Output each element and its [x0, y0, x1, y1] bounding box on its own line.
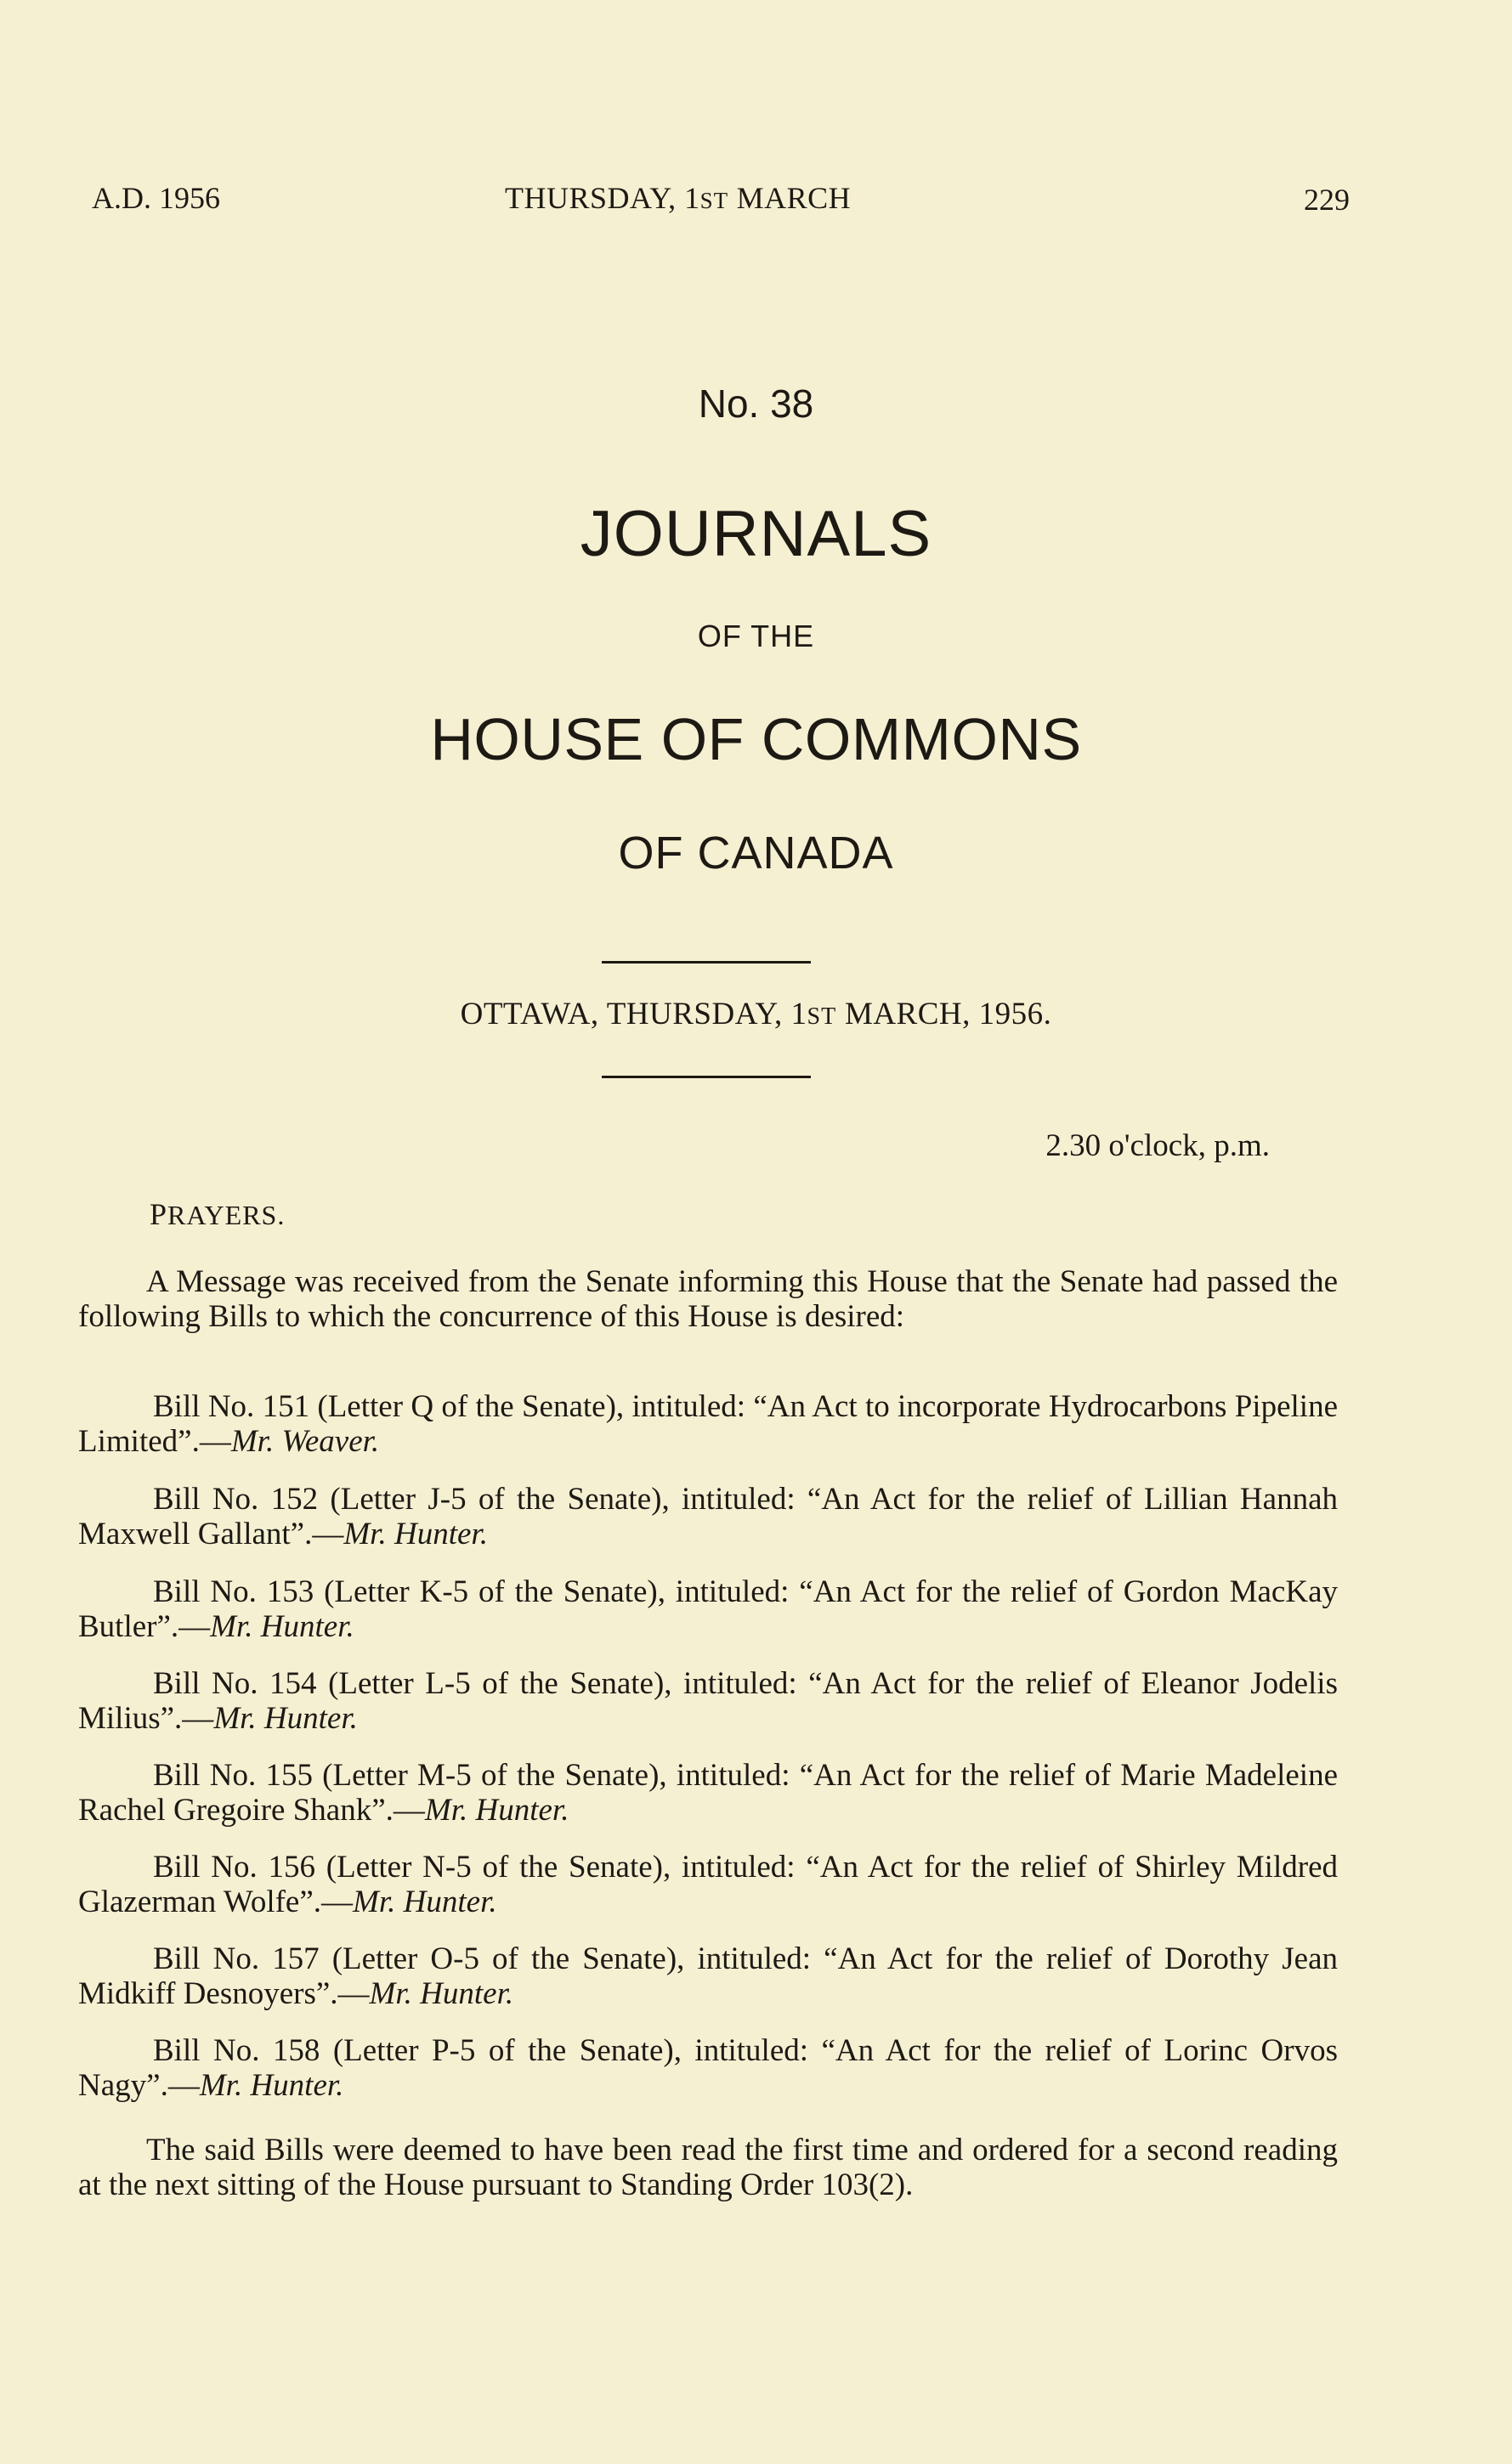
bill-text: Bill No. 154 (Letter L-5 of the Senate), intituled: “An Act for the relief of Eleanor Jodelis Milius”.— — [78, 1666, 1338, 1736]
bill-text: Bill No. 151 (Letter Q of the Senate), intituled: “An Act to incorporate Hydrocarbons Pipeline Limited”.— — [78, 1389, 1338, 1459]
divider-bottom — [602, 1076, 811, 1078]
journal-house: HOUSE OF COMMONS — [430, 706, 1082, 772]
prayers-rest: RAYERS. — [167, 1200, 286, 1230]
bill-entry — [78, 1758, 1338, 1828]
sitting-time: 2.30 o'clock, p.m. — [1045, 1128, 1270, 1163]
prayers-heading — [150, 1196, 285, 1232]
header-day-prefix: THURSDAY, 1 — [505, 181, 700, 215]
bill-entry — [78, 1389, 1338, 1459]
bill-member: Mr. Hunter. — [213, 1701, 358, 1736]
dateline-prefix: OTTAWA, THURSDAY, 1 — [460, 997, 807, 1031]
senate-message: A Message was received from the Senate informing this House that the Senate had passed the following Bills to which the concurrence of this House is desired: — [78, 1264, 1338, 1334]
header-date — [505, 180, 851, 216]
header-month: MARCH — [728, 181, 852, 215]
header-day-suffix: ST — [699, 188, 729, 213]
bill-entry — [78, 1850, 1338, 1919]
closing-paragraph: The said Bills were deemed to have been read the first time and ordered for a second reading at the next sitting of the House pursuant to Standing Order 103(2). — [78, 2133, 1338, 2202]
divider-top — [602, 961, 811, 964]
bill-entry — [78, 2033, 1338, 2103]
bill-entry — [78, 1941, 1338, 2011]
journal-canada: OF CANADA — [618, 828, 894, 879]
header-year: A.D. 1956 — [92, 181, 220, 215]
journal-number: No. 38 — [698, 381, 814, 426]
dateline — [0, 996, 1512, 1032]
bill-member: Mr. Hunter. — [343, 1517, 488, 1551]
bill-text: Bill No. 152 (Letter J-5 of the Senate), intituled: “An Act for the relief of Lillian Hannah Maxwell Gallant”.— — [78, 1482, 1338, 1551]
bill-member: Mr. Hunter. — [369, 1976, 514, 2011]
bill-text: Bill No. 157 (Letter O-5 of the Senate), intituled: “An Act for the relief of Dorothy Jean Midkiff Desnoyers”.— — [78, 1941, 1338, 2011]
bill-member: Mr. Hunter. — [353, 1885, 497, 1919]
page-number: 229 — [1304, 183, 1350, 217]
bill-entry — [78, 1574, 1338, 1644]
dateline-suffix: ST — [807, 1003, 837, 1030]
bill-text: Bill No. 156 (Letter N-5 of the Senate), intituled: “An Act for the relief of Shirley Mildred Glazerman Wolfe”.— — [78, 1850, 1338, 1919]
running-head — [92, 180, 1350, 223]
journal-title: JOURNALS — [580, 498, 932, 570]
journal-of-the: OF THE — [697, 619, 815, 653]
bill-entry — [78, 1482, 1338, 1551]
bill-member: Mr. Hunter. — [199, 2068, 344, 2103]
bill-entry — [78, 1666, 1338, 1736]
dateline-rest: MARCH, 1956. — [836, 997, 1052, 1031]
bill-member: Mr. Weaver. — [230, 1424, 380, 1459]
bill-text: Bill No. 155 (Letter M-5 of the Senate), intituled: “An Act for the relief of Marie Madeleine Rachel Gregoire Shank”.— — [78, 1758, 1338, 1828]
bill-text: Bill No. 153 (Letter K-5 of the Senate), intituled: “An Act for the relief of Gordon MacKay Butler”.— — [78, 1574, 1338, 1644]
prayers-initial: P — [150, 1197, 168, 1231]
bill-text: Bill No. 158 (Letter P-5 of the Senate), intituled: “An Act for the relief of Lorinc Orvos Nagy”.— — [78, 2033, 1338, 2103]
bill-member: Mr. Hunter. — [424, 1793, 569, 1828]
bill-member: Mr. Hunter. — [210, 1609, 354, 1644]
